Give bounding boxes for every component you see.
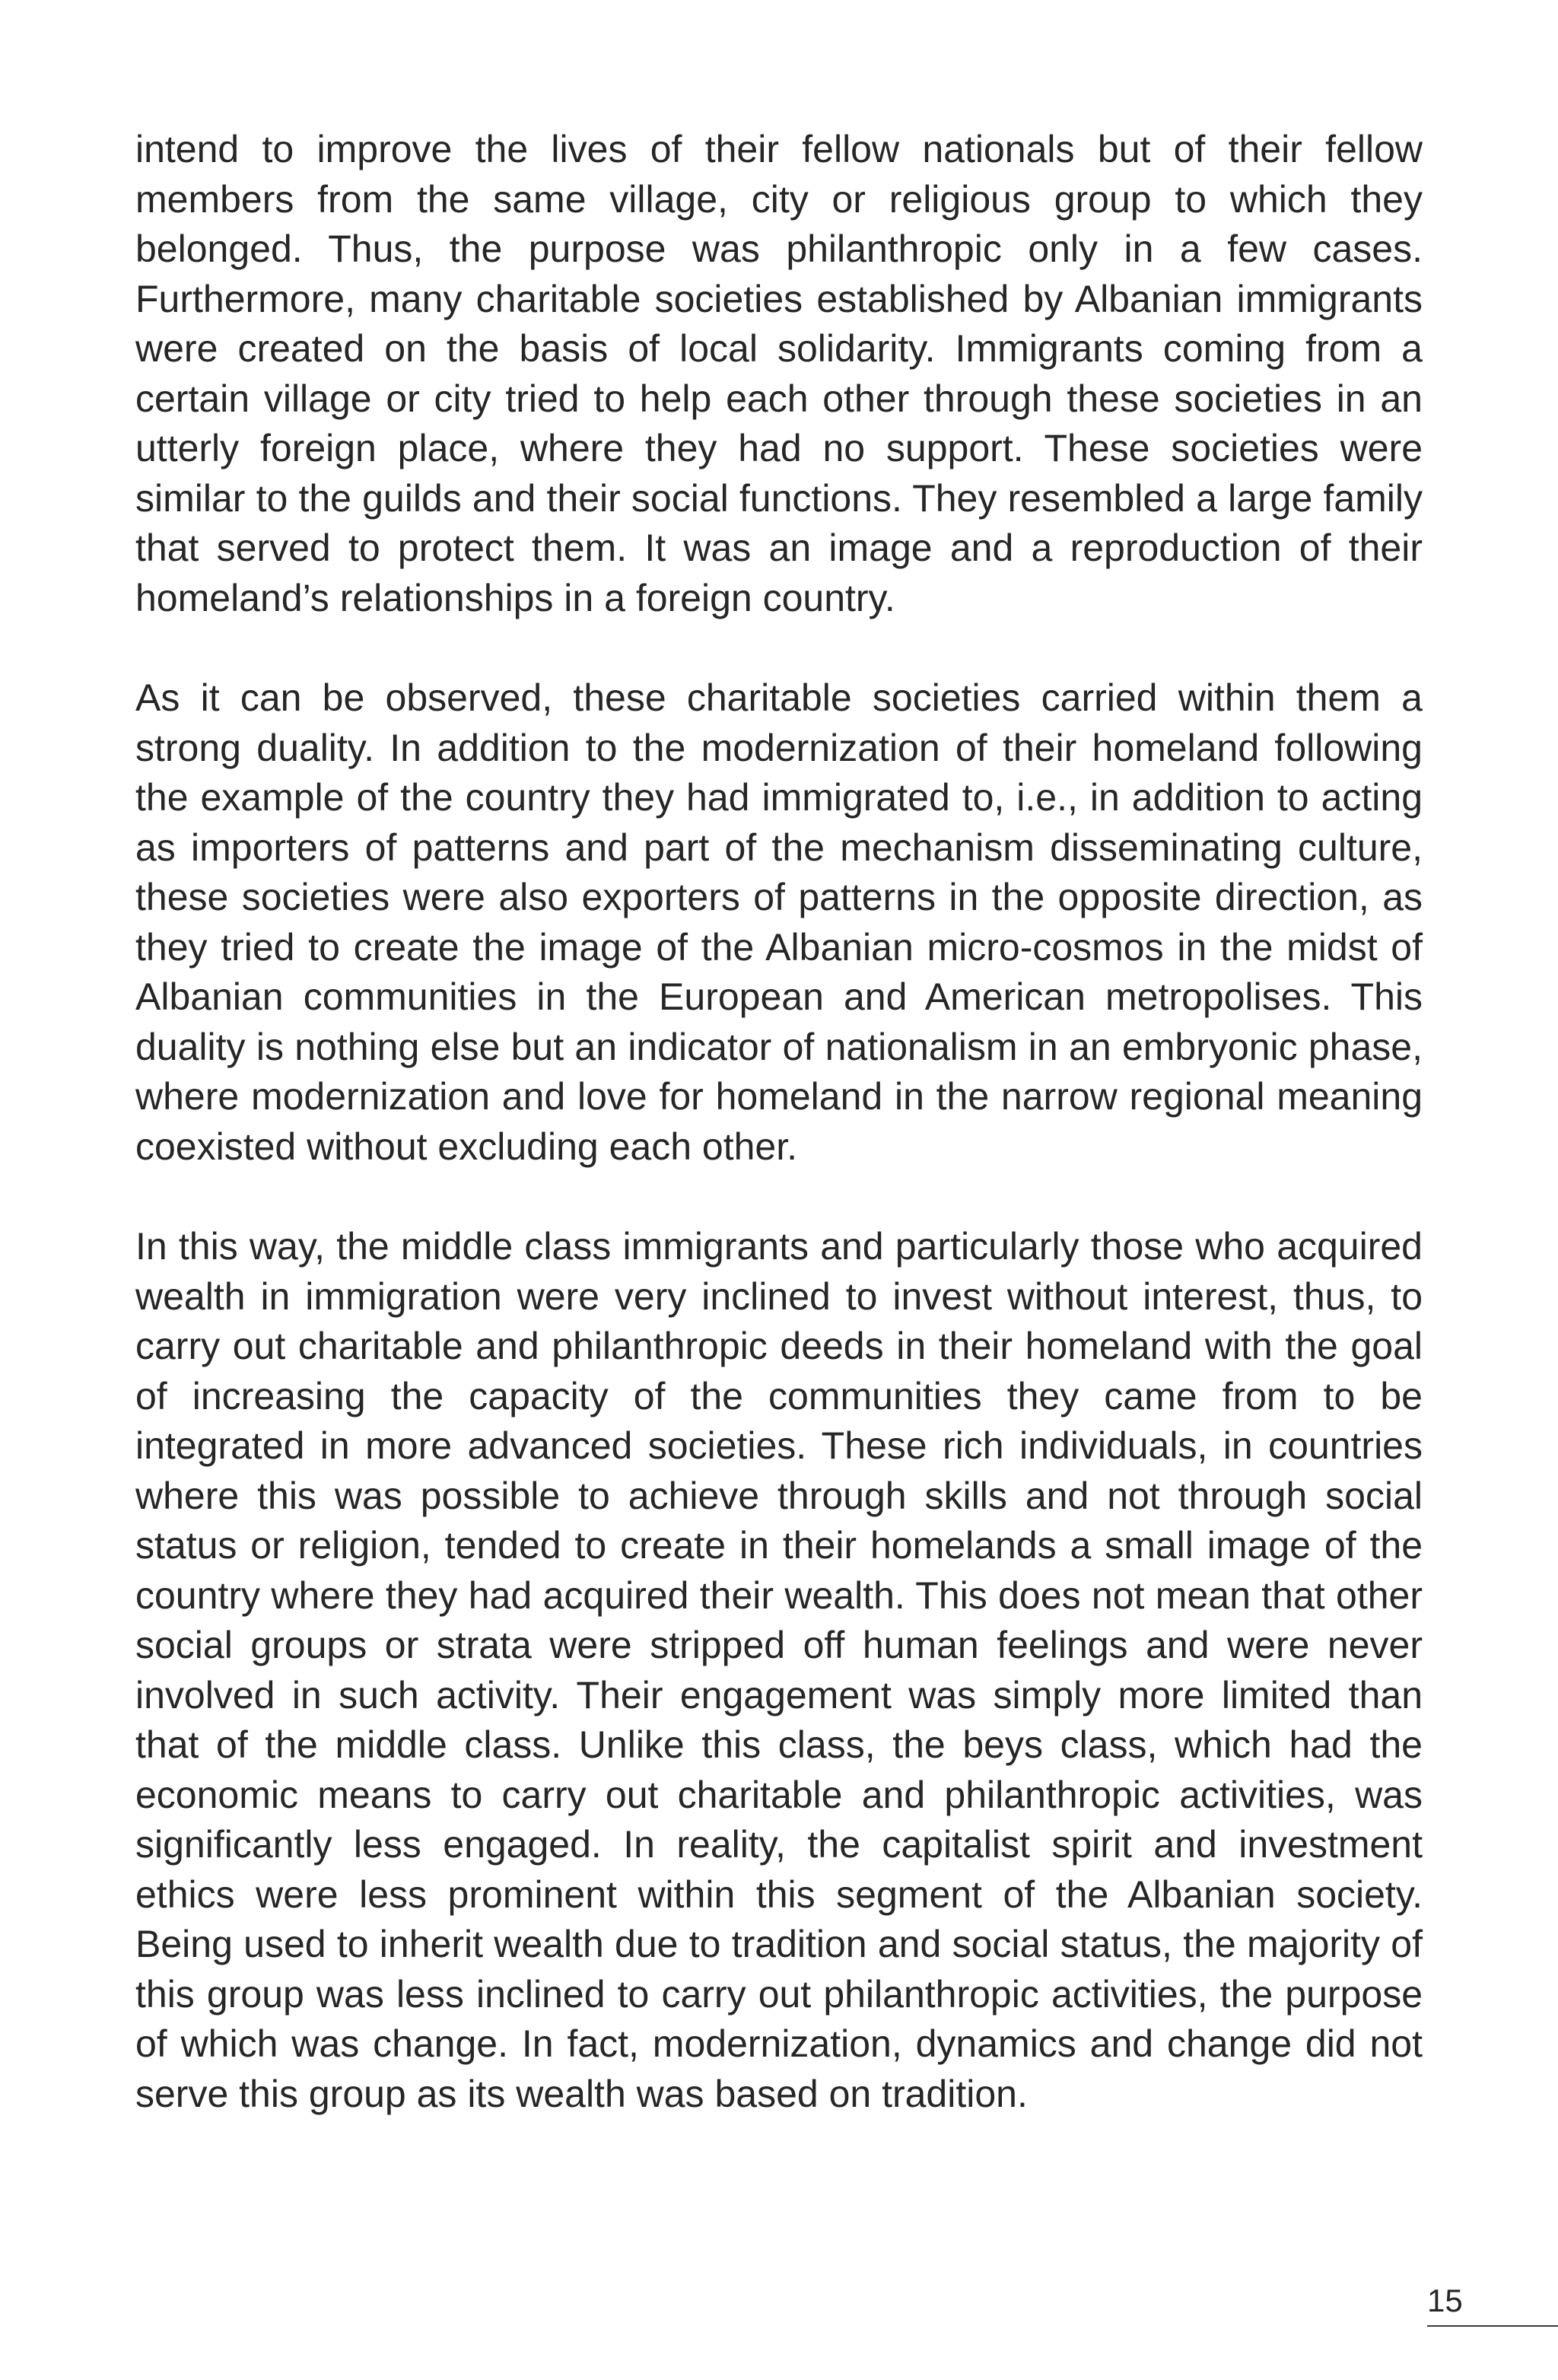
paragraph-2: As it can be observed, these charitable societies carried within them a strong duality. In addition to the modernization of their homeland following the example of the country they had immigrated to, i.e., in addition to acting as importers of patterns and part of the mechanism disseminating culture, these societies were also exporters of patterns in the opposite direction, as they tried to create the image of the Albanian micro-cosmos in the midst of Albanian communities in the European and American metropolises. This duality is nothing else but an indicator of nationalism in an embryonic phase, where modernization and love for homeland in the narrow regional meaning coexisted without excluding each other. [135,676,1423,1168]
paragraph-3: In this way, the middle class immigrants and particularly those who acquired wealth in immigration were very inclined to invest without interest, thus, to carry out charitable and philanthropic deeds in their homeland with the goal of increasing the capacity of the communities they came from to be integrated in more advanced societies. These rich individuals, in countries where this was possible to achieve through skills and not through social status or religion, tended to create in their homelands a small image of the country where they had acquired their wealth. This does not mean that other social groups or strata were stripped off human feelings and were never involved in such activity. Their engagement was simply more limited than that of the middle class. Unlike this class, the beys class, which had the economic means to carry out charitable and philanthropic activities, was significantly less engaged. In reality, the capitalist spirit and investment ethics were less prominent within this segment of the Albanian society. Being used to inherit wealth due to tradition and social status, the majority of this group was less inclined to carry out philanthropic activities, the purpose of which was change. In fact, modernization, dynamics and change did not serve this group as its wealth was based on tradition. [135,1225,1423,2115]
paragraph-1: intend to improve the lives of their fellow nationals but of their fellow members from the same village, city or religious group to which they belonged. Thus, the purpose was philanthropic only in a few cases. Furthermore, many charitable societies established by Albanian immigrants were created on the basis of local solidarity. Immigrants coming from a certain village or city tried to help each other through these societies in an utterly foreign place, where they had no support. These societies were similar to the guilds and their social functions. They resembled a large family that served to protect them. It was an image and a reproduction of their homeland’s relationships in a foreign country. [135,128,1423,619]
page-body [135,125,1423,2119]
page-number-footer [1427,2278,1558,2327]
page-number: 15 [1427,2283,1463,2318]
